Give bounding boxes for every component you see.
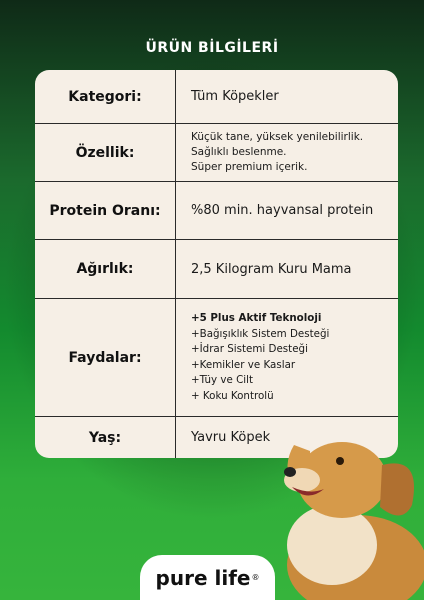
feature-line: Süper premium içerik. (191, 161, 308, 173)
row-value: Tüm Köpekler (191, 89, 279, 104)
row-value: %80 min. hayvansal protein (191, 203, 374, 218)
registered-mark: ® (251, 573, 260, 582)
table-row-weight (35, 240, 398, 299)
row-label: Özellik: (75, 144, 135, 161)
benefit-line: +Tüy ve Cilt (191, 374, 254, 386)
row-value: Yavru Köpek (191, 430, 271, 445)
benefit-line: +İdrar Sistemi Desteği (191, 343, 308, 355)
dog-image (262, 425, 424, 600)
benefit-line: +Bağışıklık Sistem Desteği (191, 327, 330, 340)
row-value-lines (191, 299, 392, 416)
feature-line: Küçük tane, yüksek yenilebilirlik. (191, 131, 364, 143)
benefit-line: +Kemikler ve Kaslar (191, 358, 296, 371)
brand-logo (140, 555, 275, 600)
brand-name: pure life (155, 565, 251, 590)
product-info-title: ÜRÜN BİLGİLERİ (145, 40, 279, 56)
row-value-lines (191, 124, 392, 181)
row-label: Protein Oranı: (49, 202, 161, 219)
row-value: 2,5 Kilogram Kuru Mama (191, 261, 352, 277)
row-label: Kategori: (68, 88, 142, 105)
benefit-line: + Koku Kontrolü (191, 389, 274, 402)
row-label: Faydalar: (68, 349, 142, 366)
table-row-category (35, 70, 398, 124)
feature-line: Sağlıklı beslenme. (191, 146, 287, 158)
benefit-line: +5 Plus Aktif Teknoloji (191, 312, 322, 324)
table-row-protein (35, 182, 398, 240)
row-label: Ağırlık: (76, 261, 134, 277)
table-row-benefits (35, 299, 398, 417)
product-info-table (35, 70, 398, 458)
table-row-features (35, 124, 398, 182)
row-label: Yaş: (88, 429, 122, 446)
